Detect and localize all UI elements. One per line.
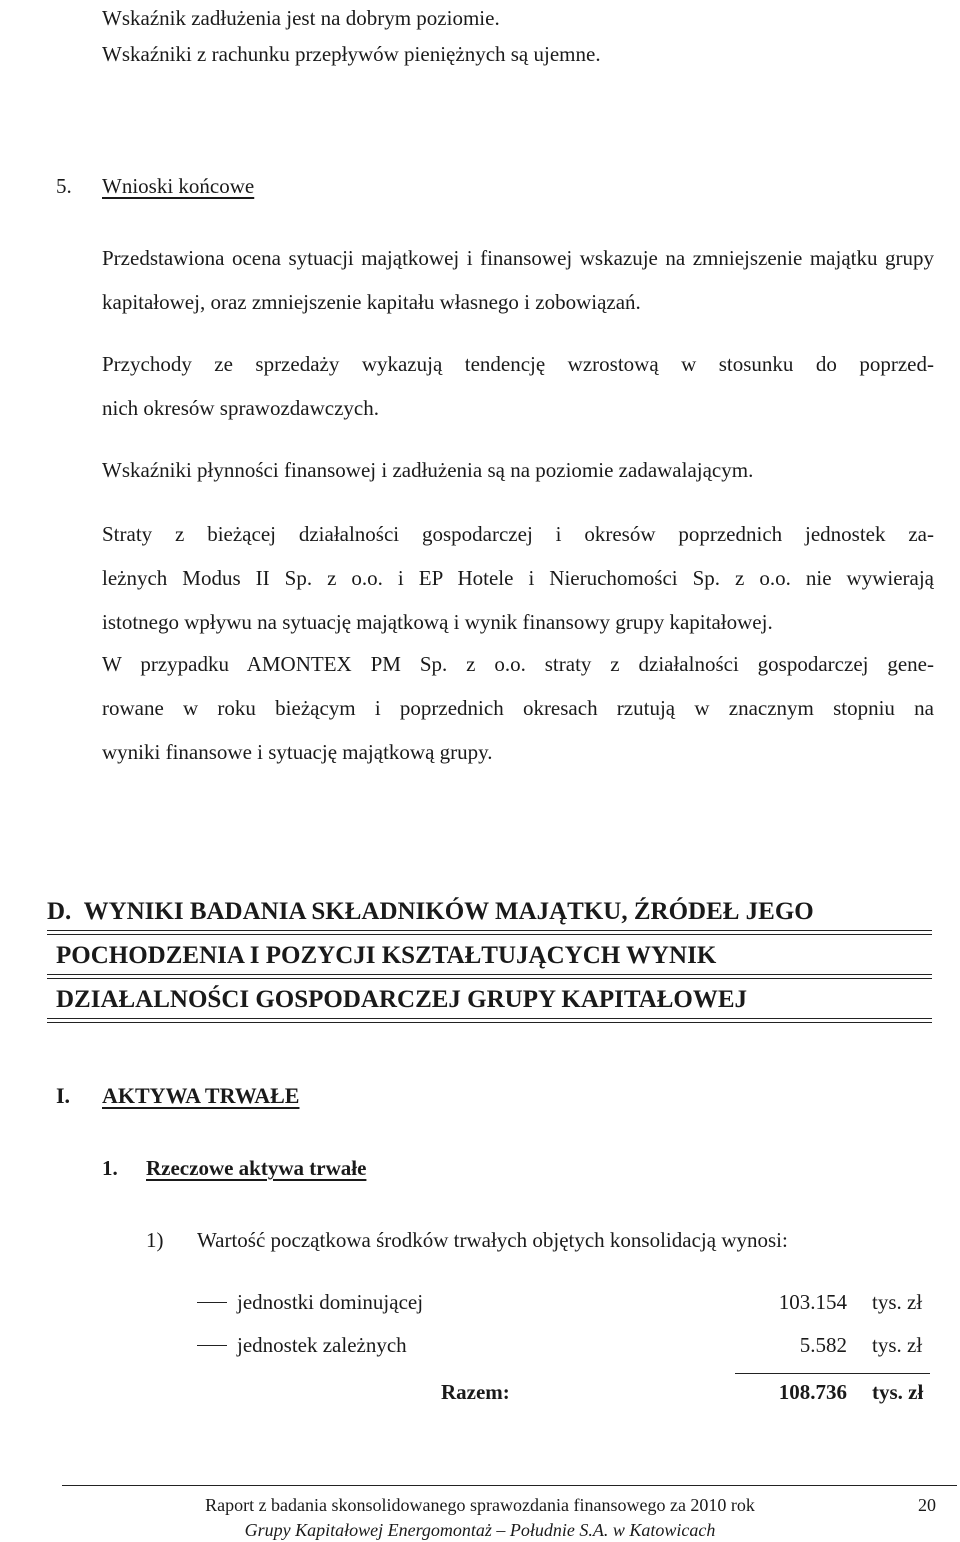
conclusion-paragraph-4-line-3: istotnego wpływu na sytuację majątkową i wynik finansowy grupy kapitałowej. bbox=[102, 610, 773, 634]
conclusion-paragraph-2-line-1: Przychody ze sprzedaży wykazują tendencję wzrostową w stosunku do poprzed- bbox=[102, 352, 934, 376]
section-d-line-3: DZIAŁALNOŚCI GOSPODARCZEJ GRUPY KAPITAŁOWEJ bbox=[56, 986, 748, 1013]
section-d-rule-2b bbox=[47, 978, 932, 979]
footer-line-1: Raport z badania skonsolidowanego sprawozdania finansowego za 2010 rok bbox=[205, 1495, 755, 1515]
row-value-subsidiaries: 5.582 bbox=[799, 1333, 847, 1357]
dash-icon bbox=[197, 1345, 227, 1346]
top-line-2: Wskaźniki z rachunku przepływów pieniężnych są ujemne. bbox=[102, 42, 601, 66]
row-unit-subsidiaries: tys. zł bbox=[872, 1333, 923, 1357]
row-value-dominant: 103.154 bbox=[778, 1290, 847, 1314]
conclusion-paragraph-4-line-1: Straty z bieżącej działalności gospodarczej i okresów poprzednich jednostek za- bbox=[102, 522, 934, 546]
conclusion-paragraph-4-line-6: wyniki finansowe i sytuację majątkową grupy. bbox=[102, 740, 493, 764]
footer-rule bbox=[62, 1485, 957, 1486]
subsection-1-number: 1. bbox=[102, 1156, 118, 1180]
item-1-number: 1) bbox=[146, 1228, 164, 1252]
section-5-number: 5. bbox=[56, 174, 72, 198]
section-d-heading bbox=[47, 894, 932, 930]
conclusion-paragraph-1: Przedstawiona ocena sytuacji majątkowej i finansowej wskazuje na zmniejszenie majątku grupy kapitałowej, oraz zmniejszenie kapitału własnego i zobowiązań. bbox=[102, 246, 934, 314]
conclusion-paragraph-4-line-5: rowane w roku bieżącym i poprzednich okresach rzutują w znacznym stopniu na bbox=[102, 696, 934, 720]
total-label: Razem: bbox=[441, 1380, 510, 1404]
section-d-letter: D. bbox=[47, 898, 72, 925]
section-d-rule-1b bbox=[47, 934, 932, 935]
section-d-line-1: WYNIKI BADANIA SKŁADNIKÓW MAJĄTKU, ŹRÓDEŁ JEGO bbox=[83, 898, 814, 925]
total-unit: tys. zł bbox=[872, 1380, 924, 1404]
section-d-rule-3 bbox=[47, 1018, 932, 1019]
conclusion-paragraph-4-line-2: leżnych Modus II Sp. z o.o. i EP Hotele i Nieruchomości Sp. z o.o. nie wywierają bbox=[102, 566, 934, 590]
conclusion-paragraph-4-line-4: W przypadku AMONTEX PM Sp. z o.o. straty z działalności gospodarczej gene- bbox=[102, 652, 934, 676]
top-line-1: Wskaźnik zadłużenia jest na dobrym poziomie. bbox=[102, 6, 500, 30]
section-5-title: Wnioski końcowe bbox=[102, 174, 255, 198]
section-i-title: AKTYWA TRWAŁE bbox=[102, 1083, 300, 1108]
dash-icon bbox=[197, 1302, 227, 1303]
section-d-rule-1 bbox=[47, 930, 932, 931]
footer-line-2: Grupy Kapitałowej Energomontaż – Południe S.A. w Katowicach bbox=[244, 1520, 716, 1540]
conclusion-paragraph-2-line-2: nich okresów sprawozdawczych. bbox=[102, 396, 379, 420]
row-unit-dominant: tys. zł bbox=[872, 1290, 923, 1314]
subsection-1-title: Rzeczowe aktywa trwałe bbox=[146, 1156, 367, 1180]
section-i-number: I. bbox=[56, 1083, 71, 1108]
total-value: 108.736 bbox=[778, 1380, 847, 1404]
conclusion-paragraph-3: Wskaźniki płynności finansowej i zadłużenia są na poziomie zadawalającym. bbox=[102, 458, 754, 482]
row-label-subsidiaries: jednostek zależnych bbox=[237, 1333, 407, 1357]
item-1-text: Wartość początkowa środków trwałych objętych konsolidacją wynosi: bbox=[197, 1228, 788, 1252]
section-d-rule-2 bbox=[47, 974, 932, 975]
row-label-dominant: jednostki dominującej bbox=[237, 1290, 424, 1314]
section-d-line-2: POCHODZENIA I POZYCJI KSZTAŁTUJĄCYCH WYNIK bbox=[56, 942, 717, 969]
section-d-rule-3b bbox=[47, 1022, 932, 1023]
page-number: 20 bbox=[918, 1495, 936, 1515]
